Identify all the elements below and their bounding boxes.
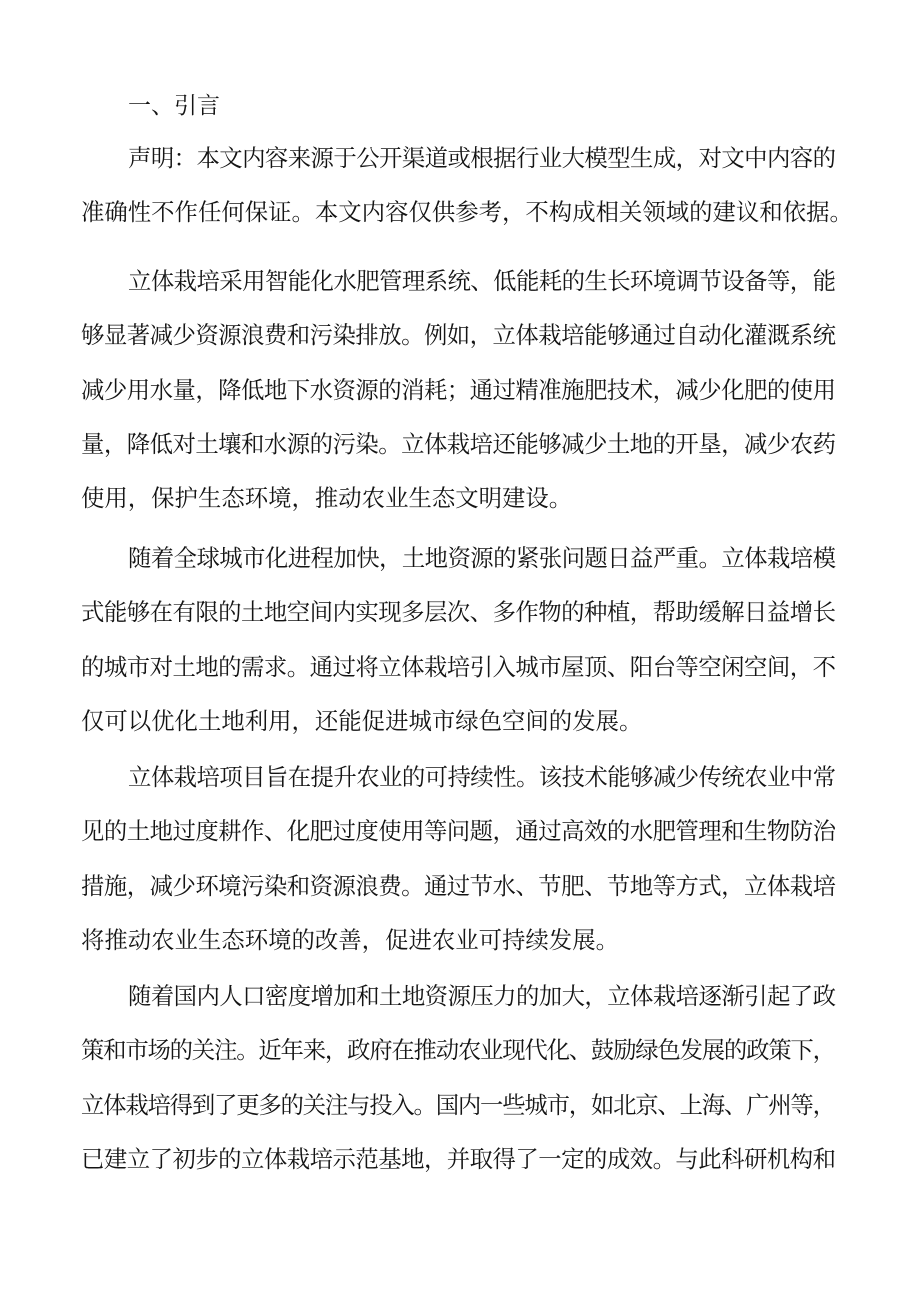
paragraph-domestic-policy-line: 立体栽培得到了更多的关注与投入。国内一些城市，如北京、上海、广州等，: [81, 1090, 835, 1119]
paragraph-domestic-policy-line: 随着国内人口密度增加和土地资源压力的加大，立体栽培逐渐引起了政: [128, 982, 836, 1010]
section-heading: 一、引言: [128, 93, 220, 119]
paragraph-disclaimer-line: 声明：本文内容来源于公开渠道或根据行业大模型生成，对文中内容的: [128, 144, 836, 172]
paragraph-disclaimer-line: 准确性不作任何保证。本文内容仅供参考，不构成相关领域的建议和依据。: [81, 198, 853, 227]
paragraph-sustainability-line: 将推动农业生态环境的改善，促进农业可持续发展。: [81, 925, 619, 954]
paragraph-domestic-policy-line: 策和市场的关注。近年来，政府在推动农业现代化、鼓励绿色发展的政策下，: [81, 1036, 835, 1065]
paragraph-resource-saving-line: 量，降低对土壤和水源的污染。立体栽培还能够减少土地的开垦，减少农药: [81, 429, 836, 458]
paragraph-resource-saving-line: 够显著减少资源浪费和污染排放。例如，立体栽培能够通过自动化灌溉系统: [81, 321, 836, 350]
paragraph-domestic-policy-line: 已建立了初步的立体栽培示范基地，并取得了一定的成效。与此科研机构和: [81, 1144, 836, 1173]
paragraph-resource-saving-line: 使用，保护生态环境，推动农业生态文明建设。: [81, 484, 573, 513]
paragraph-urbanization-line: 仅可以优化土地利用，还能促进城市绿色空间的发展。: [81, 706, 643, 735]
paragraph-resource-saving-line: 减少用水量，降低地下水资源的消耗；通过精准施肥技术，减少化肥的使用: [81, 375, 836, 404]
paragraph-sustainability-line: 立体栽培项目旨在提升农业的可持续性。该技术能够减少传统农业中常: [128, 763, 836, 791]
paragraph-resource-saving-line: 立体栽培采用智能化水肥管理系统、低能耗的生长环境调节设备等，能: [128, 267, 836, 295]
paragraph-sustainability-line: 见的土地过度耕作、化肥过度使用等问题，通过高效的水肥管理和生物防治: [81, 817, 836, 846]
paragraph-urbanization-line: 随着全球城市化进程加快，土地资源的紧张问题日益严重。立体栽培模: [128, 544, 836, 572]
paragraph-urbanization-line: 式能够在有限的土地空间内实现多层次、多作物的种植，帮助缓解日益增长: [81, 598, 836, 627]
paragraph-urbanization-line: 的城市对土地的需求。通过将立体栽培引入城市屋顶、阳台等空闲空间，不: [81, 652, 836, 681]
paragraph-sustainability-line: 措施，减少环境污染和资源浪费。通过节水、节肥、节地等方式，立体栽培: [81, 871, 836, 900]
